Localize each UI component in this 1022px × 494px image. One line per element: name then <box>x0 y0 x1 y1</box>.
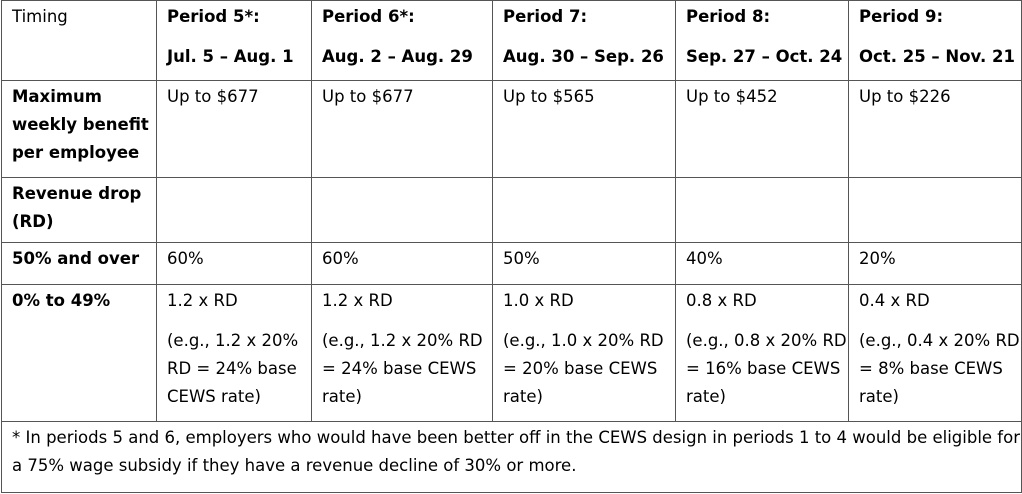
period-dates: Aug. 2 – Aug. 29 <box>322 47 473 66</box>
revenue-drop-row <box>2 178 1022 243</box>
max-benefit-cell: Up to $677 <box>157 81 312 178</box>
revenue-drop-cell <box>157 178 312 243</box>
rate-cell: 40% <box>676 243 849 285</box>
max-benefit-cell: Up to $452 <box>676 81 849 178</box>
period-dates: Aug. 30 – Sep. 26 <box>503 47 664 66</box>
revenue-drop-cell <box>849 178 1022 243</box>
period-dates: Jul. 5 – Aug. 1 <box>167 47 294 66</box>
formula-text: 1.2 x RD <box>322 291 393 310</box>
formula-cell <box>676 285 849 422</box>
example-text: (e.g., 0.4 x 20% RD = 8% base CEWS rate) <box>859 331 1020 406</box>
period-header-cell <box>312 1 493 81</box>
formula-text: 1.0 x RD <box>503 291 574 310</box>
footnote: * In periods 5 and 6, employers who would have been better off in the CEWS design in periods 1 to 4 would be eligible for a 75% wage subsidy if they have a revenue decline of 30% or more. <box>2 422 1022 493</box>
period-header-cell <box>493 1 676 81</box>
period-header-cell <box>157 1 312 81</box>
revenue-drop-cell <box>312 178 493 243</box>
cews-rate-table <box>1 0 1022 493</box>
period-name: Period 6*: <box>322 7 415 26</box>
max-benefit-cell: Up to $677 <box>312 81 493 178</box>
row-label: Maximum weekly benefit per employee <box>2 81 157 178</box>
period-dates: Oct. 25 – Nov. 21 <box>859 47 1015 66</box>
formula-text: 0.8 x RD <box>686 291 757 310</box>
example-text: (e.g., 1.0 x 20% RD = 20% base CEWS rate) <box>503 331 664 406</box>
period-name: Period 7: <box>503 7 588 26</box>
period-header-cell <box>849 1 1022 81</box>
period-header-cell <box>676 1 849 81</box>
period-name: Period 8: <box>686 7 771 26</box>
formula-cell <box>157 285 312 422</box>
revenue-drop-cell <box>493 178 676 243</box>
period-dates: Sep. 27 – Oct. 24 <box>686 47 843 66</box>
example-text: (e.g., 1.2 x 20% RD = 24% base CEWS rate) <box>167 331 299 406</box>
fifty-and-over-row <box>2 243 1022 285</box>
max-benefit-cell: Up to $565 <box>493 81 676 178</box>
max-benefit-cell: Up to $226 <box>849 81 1022 178</box>
period-name: Period 5*: <box>167 7 260 26</box>
example-text: (e.g., 0.8 x 20% RD = 16% base CEWS rate) <box>686 331 847 406</box>
row-label: Revenue drop (RD) <box>2 178 157 243</box>
formula-cell <box>312 285 493 422</box>
timing-label: Timing <box>12 7 68 26</box>
formula-cell <box>849 285 1022 422</box>
zero-to-49-row <box>2 285 1022 422</box>
formula-text: 1.2 x RD <box>167 291 238 310</box>
max-benefit-row <box>2 81 1022 178</box>
row-label: 0% to 49% <box>2 285 157 422</box>
row-label: 50% and over <box>2 243 157 285</box>
example-text: (e.g., 1.2 x 20% RD = 24% base CEWS rate) <box>322 331 483 406</box>
formula-text: 0.4 x RD <box>859 291 930 310</box>
rate-cell: 60% <box>157 243 312 285</box>
period-name: Period 9: <box>859 7 944 26</box>
rate-cell: 50% <box>493 243 676 285</box>
formula-cell <box>493 285 676 422</box>
rate-cell: 20% <box>849 243 1022 285</box>
footnote-row <box>2 422 1022 493</box>
table-header-row <box>2 1 1022 81</box>
rate-cell: 60% <box>312 243 493 285</box>
revenue-drop-cell <box>676 178 849 243</box>
timing-header-cell <box>2 1 157 81</box>
